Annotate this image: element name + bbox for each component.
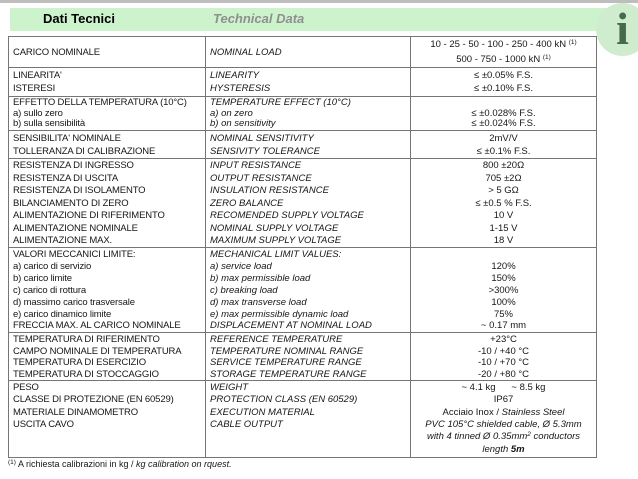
cell-line: ≤ ±0.028% F.S. (471, 107, 536, 119)
cell-line: OUTPUT RESISTANCE (210, 172, 312, 184)
cell-line: CARICO NOMINALE (13, 46, 100, 58)
cell-line: IP67 (493, 394, 514, 406)
cell-line: RECOMENDED SUPPLY VOLTAGE (210, 210, 364, 221)
cell-line: ZERO BALANCE (210, 197, 284, 209)
cell-line: HYSTERESIS (210, 83, 271, 94)
cell-line: CAMPO NOMINALE DI TEMPERATURA (13, 345, 182, 357)
cell-line: VALORI MECCANICI LIMITE: (13, 249, 136, 260)
cell-line: ≤ ±0.024% F.S. (471, 118, 536, 130)
cell-line (411, 249, 596, 261)
info-icon-glyph: i (616, 2, 629, 54)
cell-line: 800 ±20Ω (482, 160, 525, 171)
cell-italian (9, 97, 206, 130)
cell-line: TOLLERANZA DI CALIBRAZIONE (13, 146, 156, 157)
cell-line: MATERIALE DINAMOMETRO (13, 406, 138, 418)
cell-line: 705 ±2Ω (485, 172, 522, 184)
cell-line: > 5 GΩ (488, 185, 519, 196)
cell-italian (9, 381, 206, 457)
cell-line: ALIMENTAZIONE DI RIFERIMENTO (13, 210, 165, 221)
cell-italian (9, 159, 206, 247)
cell-line: EXECUTION MATERIAL (210, 406, 315, 418)
footnote: $^{(1)}$ A richiesta calibrazioni in kg / kg calibration on rquest. (8, 459, 232, 469)
cell-english (206, 131, 411, 158)
cell-line: LINEARITY (210, 70, 260, 81)
cell-line: PESO (13, 382, 39, 393)
cell-line: b) on sensitivity (210, 118, 276, 130)
cell-line: TEMPERATURA DI ESERCIZIO (13, 357, 146, 369)
cell-italian (9, 248, 206, 332)
table-row (9, 248, 596, 333)
cell-value (411, 131, 596, 158)
cell-line: NOMINAL SENSITIVITY (210, 133, 314, 144)
cell-line: SENSIVITY TOLERANCE (210, 146, 320, 157)
cell-line: REFERENCE TEMPERATURE (210, 334, 343, 345)
cell-line: 1-15 V (489, 222, 518, 234)
cell-line: MECHANICAL LIMIT VALUES: (210, 249, 342, 260)
cell-line: -10 / +40 °C (477, 345, 530, 357)
cell-line: 120% (491, 260, 516, 272)
cell-line: a) service load (210, 260, 272, 272)
cell-english (206, 381, 411, 457)
cell-value (411, 68, 596, 96)
cell-value (411, 333, 596, 380)
cell-line: SERVICE TEMPERATURE RANGE (210, 357, 362, 369)
cell-line: TEMPERATURE EFFECT (10°C) (210, 97, 351, 108)
cell-line: -10 / +70 °C (477, 357, 530, 369)
cell-line: NOMINAL LOAD (210, 46, 282, 58)
cell-italian (9, 333, 206, 380)
cell-line: e) carico dinamico limite (13, 308, 112, 320)
cell-english (206, 37, 411, 67)
cell-line: LINEARITA' (13, 70, 62, 81)
cell-line: b) max permissible load (210, 272, 311, 284)
cell-line: c) breaking load (210, 284, 278, 296)
cell-line: WEIGHT (210, 382, 248, 393)
cell-line: NOMINAL SUPPLY VOLTAGE (210, 222, 339, 234)
cell-line: RESISTENZA DI ISOLAMENTO (13, 185, 146, 196)
cell-line: BILANCIAMENTO DI ZERO (13, 197, 129, 209)
cell-line: CLASSE DI PROTEZIONE (EN 60529) (13, 394, 174, 406)
cell-line: -20 / +80 °C (477, 368, 530, 380)
cell-line: TEMPERATURE NOMINAL RANGE (210, 345, 364, 357)
cell-line: ≤ ±0.1% F.S. (476, 146, 531, 157)
cell-line: a) sullo zero (13, 107, 63, 119)
technical-data-table (8, 36, 597, 458)
cell-line: TEMPERATURA DI RIFERIMENTO (13, 334, 160, 345)
cell-line: ALIMENTAZIONE NOMINALE (13, 222, 138, 234)
cell-line: ISTERESI (13, 83, 56, 94)
cell-line: RESISTENZA DI USCITA (13, 172, 119, 184)
cell-line: 75% (493, 308, 513, 320)
cell-line: ≤ ±0.05% F.S. (473, 70, 533, 81)
cell-line: b) sulla sensibilità (13, 118, 85, 130)
cell-line: TEMPERATURA DI STOCCAGGIO (13, 368, 159, 380)
cell-line: 150% (491, 272, 516, 284)
cell-italian (9, 68, 206, 96)
cell-line: length 5m (482, 444, 525, 456)
cell-line: FRECCIA MAX. AL CARICO NOMINALE (13, 320, 181, 332)
cell-line: ≤ ±0.10% F.S. (473, 83, 533, 94)
cell-line: >300% (488, 284, 519, 296)
cell-value (411, 248, 596, 332)
cell-line: b) carico limite (13, 272, 72, 284)
cell-italian (9, 37, 206, 67)
cell-line: 2mV/V (489, 133, 518, 144)
cell-line: 500 - 750 - 1000 kN $^{(1)}$ (456, 53, 551, 65)
cell-line: ALIMENTAZIONE MAX. (13, 235, 112, 246)
cell-line: d) max transverse load (210, 296, 307, 308)
table-row (9, 131, 596, 159)
cell-line: INPUT RESISTANCE (210, 160, 302, 171)
cell-line: d) massimo carico trasversale (13, 296, 135, 308)
cell-english (206, 333, 411, 380)
cell-english (206, 159, 411, 247)
cell-line: DISPLACEMENT AT NOMINAL LOAD (210, 320, 372, 332)
cell-line: Acciaio Inox / Stainless Steel (442, 406, 565, 418)
cell-line: ~ 0.17 mm (480, 320, 527, 332)
info-icon (596, 3, 638, 56)
cell-line: +23°C (490, 334, 517, 345)
top-divider-line (0, 0, 638, 3)
cell-line: 10 - 25 - 50 - 100 - 250 - 400 kN $^{(1)}$ (430, 39, 577, 50)
table-row (9, 68, 596, 97)
cell-value (411, 159, 596, 247)
cell-line: PVC 105°C shielded cable, Ø 5.3mm (425, 418, 582, 430)
cell-line: a) carico di servizio (13, 260, 92, 272)
table-row (9, 381, 596, 457)
cell-line: INSULATION RESISTANCE (210, 185, 329, 196)
cell-line: ~ 4.1 kg ~ 8.5 kg (461, 382, 546, 393)
table-row (9, 333, 596, 381)
cell-english (206, 68, 411, 96)
table-row (9, 97, 596, 131)
cell-line: MAXIMUM SUPPLY VOLTAGE (210, 235, 342, 246)
cell-line: EFFETTO DELLA TEMPERATURA (10°C) (13, 97, 187, 108)
table-row (9, 159, 596, 248)
cell-value (411, 97, 596, 130)
cell-line: with 4 tinned Ø $0.35mm^2$ conductors (426, 431, 581, 443)
cell-line: a) on zero (210, 107, 253, 119)
cell-line: USCITA CAVO (13, 418, 74, 430)
cell-line: CABLE OUTPUT (210, 418, 283, 430)
cell-english (206, 97, 411, 130)
cell-value (411, 381, 596, 457)
cell-value (411, 37, 596, 67)
cell-line: 18 V (493, 235, 514, 246)
cell-line: PROTECTION CLASS (EN 60529) (210, 394, 358, 406)
cell-line: 100% (491, 296, 516, 308)
cell-line: RESISTENZA DI INGRESSO (13, 160, 134, 171)
cell-line: e) max permissible dynamic load (210, 308, 349, 320)
cell-line: STORAGE TEMPERATURE RANGE (210, 368, 367, 380)
cell-english (206, 248, 411, 332)
cell-line: SENSIBILITA' NOMINALE (13, 133, 121, 144)
cell-italian (9, 131, 206, 158)
cell-line: c) carico di rottura (13, 284, 87, 296)
cell-line: ≤ ±0.5 % F.S. (475, 197, 532, 209)
table-row (9, 37, 596, 68)
cell-line: 10 V (493, 210, 514, 221)
page-title-italian: Dati Tecnici (43, 11, 116, 26)
page-title-english: Technical Data (213, 11, 305, 26)
